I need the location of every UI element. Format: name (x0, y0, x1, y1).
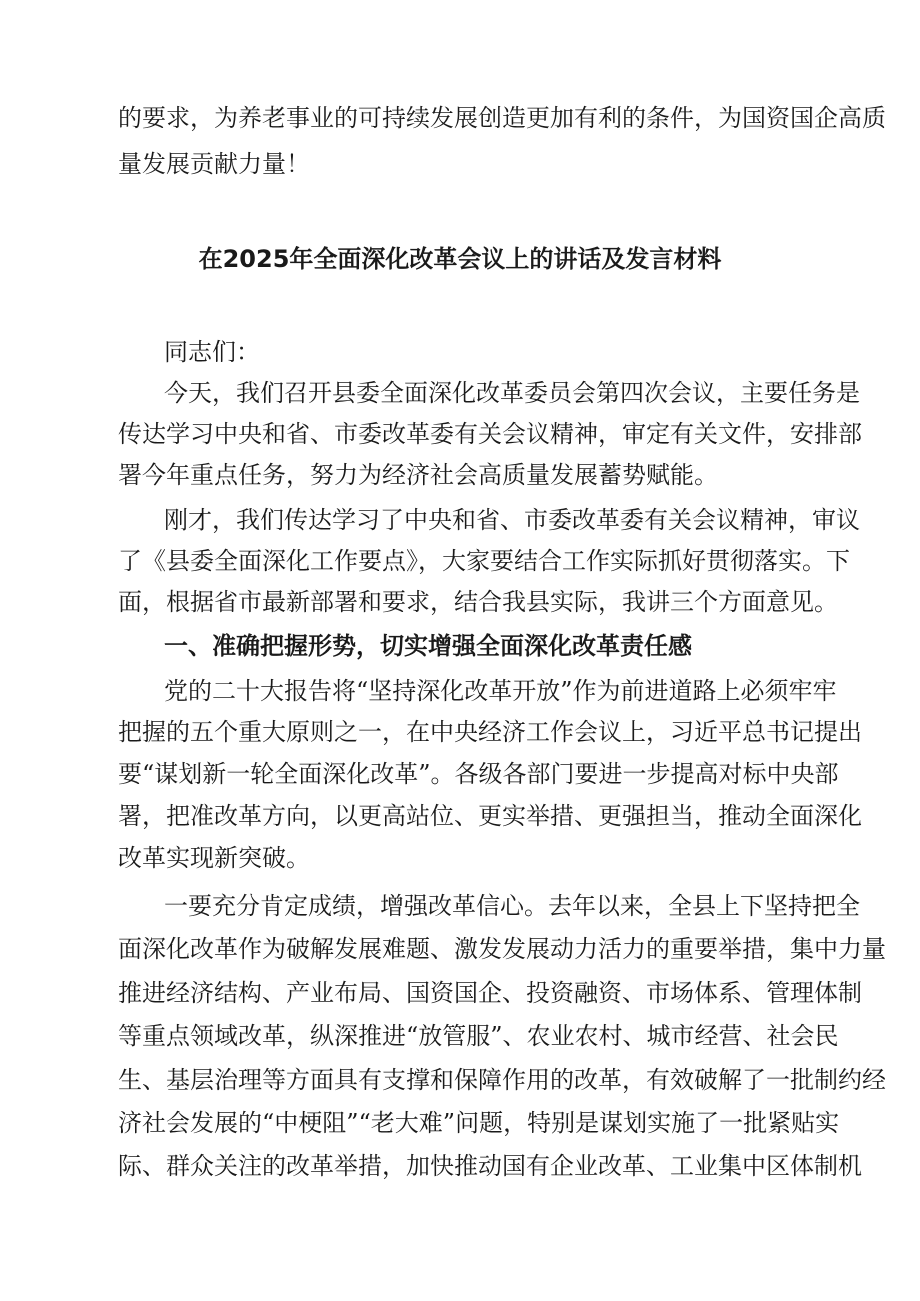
paragraph-line: 署今年重点任务，努力为经济社会高质量发展蓄势赋能。 (118, 461, 718, 489)
paragraph-line: 要“谋划新一轮全面深化改革”。各级各部门要进一步提高对标中央部 (118, 760, 839, 788)
paragraph-line: 把握的五个重大原则之一，在中央经济工作会议上，习近平总书记提出 (118, 718, 862, 746)
paragraph-line: 刚才，我们传达学习了中央和省、市委改革委有关会议精神，审议 (164, 506, 860, 534)
paragraph-line: 生、基层治理等方面具有支撑和保障作用的改革，有效破解了一批制约经 (118, 1066, 886, 1094)
paragraph-line: 推进经济结构、产业布局、国资国企、投资融资、市场体系、管理体制 (118, 979, 862, 1007)
paragraph-line: 济社会发展的“中梗阻”“老大难”问题，特别是谋划实施了一批紧贴实 (118, 1109, 840, 1137)
paragraph-line: 等重点领域改革，纵深推进“放管服”、农业农村、城市经营、社会民 (118, 1022, 839, 1050)
paragraph-line: 了《县委全面深化工作要点》，大家要结合工作实际抓好贯彻落实。下 (118, 547, 850, 575)
paragraph-line: 一要充分肯定成绩，增强改革信心。去年以来，全县上下坚持把全 (164, 892, 860, 920)
paragraph-line: 传达学习中央和省、市委改革委有关会议精神，审定有关文件，安排部 (118, 420, 862, 448)
paragraph-line: 际、群众关注的改革举措，加快推动国有企业改革、工业集中区体制机 (118, 1152, 862, 1180)
previous-section-line: 的要求，为养老事业的可持续发展创造更加有利的条件，为国资国企高质 (118, 104, 886, 132)
salutation: 同志们： (164, 338, 260, 366)
paragraph-line: 改革实现新突破。 (118, 844, 310, 872)
paragraph-line: 今天，我们召开县委全面深化改革委员会第四次会议，主要任务是 (164, 379, 860, 407)
paragraph-line: 署，把准改革方向，以更高站位、更实举措、更强担当，推动全面深化 (118, 802, 862, 830)
document-title: 在2025年全面深化改革会议上的讲话及发言材料 (198, 245, 722, 273)
paragraph-line: 面，根据省市最新部署和要求，结合我县实际，我讲三个方面意见。 (118, 588, 838, 616)
section-heading: 一、准确把握形势，切实增强全面深化改革责任感 (164, 632, 692, 660)
previous-section-line: 量发展贡献力量！ (118, 150, 310, 178)
paragraph-line: 面深化改革作为破解发展难题、激发发展动力活力的重要举措，集中力量 (118, 935, 886, 963)
paragraph-line: 党的二十大报告将“坚持深化改革开放”作为前进道路上必须牢牢 (164, 677, 837, 705)
